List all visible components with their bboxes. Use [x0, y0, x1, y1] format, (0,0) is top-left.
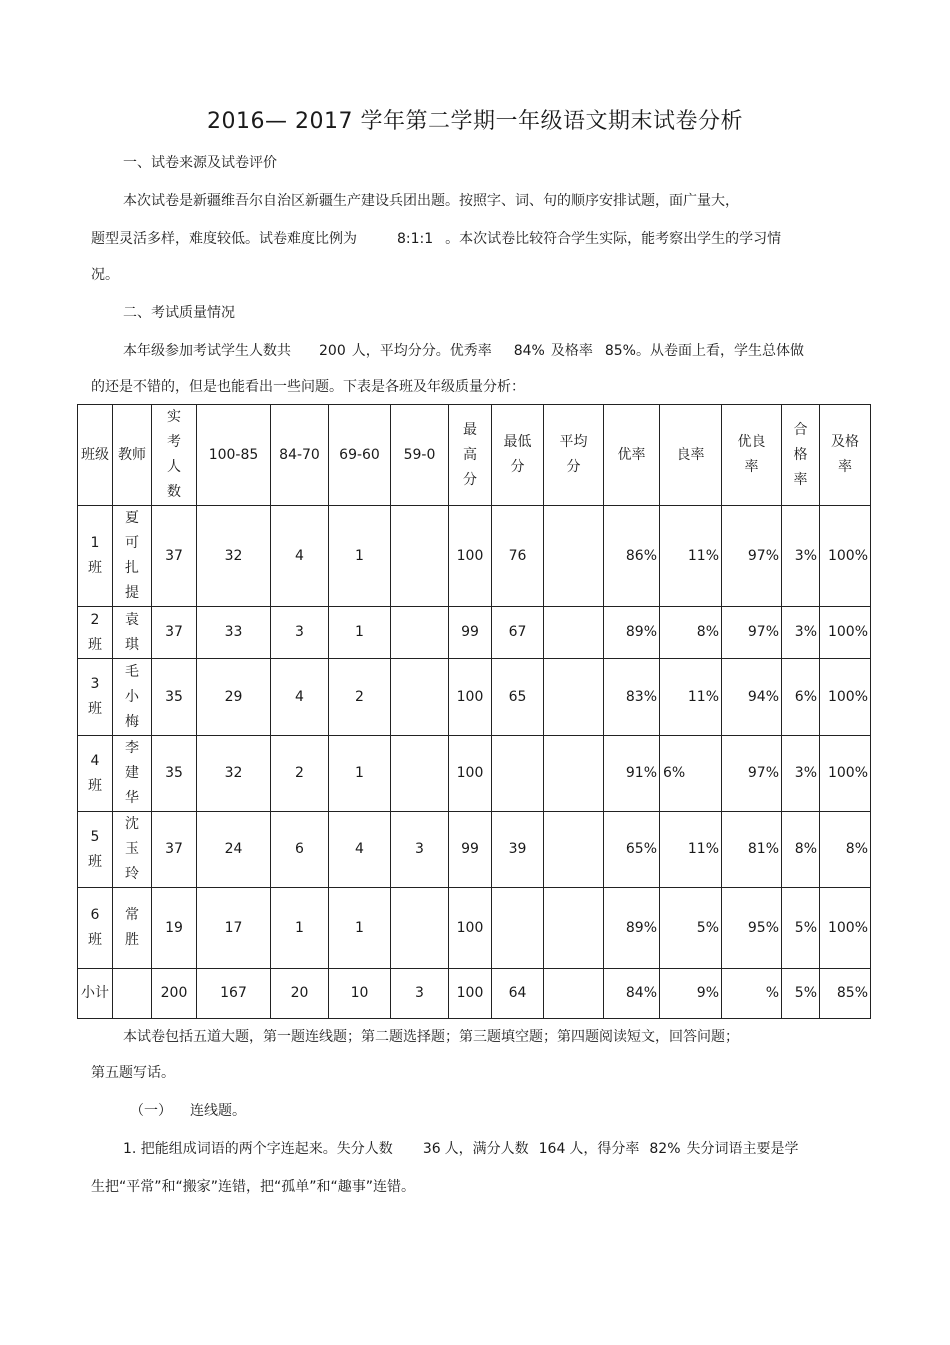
- table-cell: 94%: [722, 659, 782, 736]
- class-name: 5班: [87, 828, 102, 870]
- class-name: 3班: [87, 676, 102, 717]
- table-cell: 84%: [604, 969, 660, 1019]
- table-cell: 64: [492, 969, 544, 1019]
- table-cell: 6%: [660, 736, 722, 812]
- class-name: 6班: [87, 907, 102, 948]
- table-cell: 8%: [820, 812, 871, 888]
- table-cell: [544, 969, 604, 1019]
- table-cell: 4: [271, 659, 329, 736]
- table-cell: 39: [492, 812, 544, 888]
- table-cell: 3%: [782, 607, 820, 659]
- table-cell: [391, 736, 449, 812]
- section1-paragraph-line1: 本次试卷是新疆维吾尔自治区新疆生产建设兵团出题。按照字、词、句的顺序安排试题，面广量大，: [123, 193, 739, 209]
- header-cell: [820, 405, 871, 506]
- header-label: 平均分: [559, 434, 588, 475]
- table-cell: [391, 506, 449, 607]
- table-cell: 37: [152, 607, 197, 659]
- table-cell: 100%: [820, 888, 871, 969]
- table-cell: [544, 736, 604, 812]
- header-cell: [197, 405, 271, 506]
- paragraph-text: 人，平均分分。优秀率: [351, 343, 492, 359]
- header-cell: [113, 405, 152, 506]
- table-header-row: [78, 405, 871, 506]
- table-cell: [492, 736, 544, 812]
- table-cell: 8%: [660, 607, 722, 659]
- table-row: [78, 607, 871, 659]
- table-cell: 32: [197, 506, 271, 607]
- paragraph-text: 人，满分人数: [444, 1141, 529, 1157]
- header-cell: [271, 405, 329, 506]
- table-cell: [113, 969, 152, 1019]
- header-label: 优良率: [737, 434, 766, 475]
- table-cell: 83%: [604, 659, 660, 736]
- table-cell: 200: [152, 969, 197, 1019]
- question1-line2: 生把“平常”和“搬家”连错，把“孤单”和“趣事”连错。: [91, 1179, 416, 1195]
- header-label: 及格率: [830, 434, 859, 475]
- header-label: 最高分: [462, 421, 477, 488]
- teacher-name: 夏可扎提: [124, 510, 139, 601]
- table-cell: 67: [492, 607, 544, 659]
- table-row: [78, 659, 871, 736]
- table-cell: [544, 659, 604, 736]
- table-cell: 89%: [604, 888, 660, 969]
- table-cell: 4: [271, 506, 329, 607]
- table-cell: 5%: [782, 888, 820, 969]
- paragraph-text: 失分词语主要是学: [686, 1141, 799, 1157]
- table-cell: [492, 888, 544, 969]
- table-cell: 3: [391, 969, 449, 1019]
- table-cell: 97%: [722, 736, 782, 812]
- table-cell: [391, 888, 449, 969]
- page-title: 2016— 2017 学年第二学期一年级语文期末试卷分析: [207, 109, 743, 134]
- table-cell: 1: [329, 506, 391, 607]
- table-cell: 1: [329, 736, 391, 812]
- table-cell: 6%: [782, 659, 820, 736]
- header-cell: [329, 405, 391, 506]
- table-cell: 100: [449, 736, 492, 812]
- table-cell: 91%: [604, 736, 660, 812]
- summary-paragraph-line1: 本试卷包括五道大题，第一题连线题；第二题选择题；第三题填空题；第四题阅读短文，回答问题；: [123, 1029, 739, 1045]
- table-row-subtotal: [78, 969, 871, 1019]
- table-cell: 3: [271, 607, 329, 659]
- teacher-name: 沈玉玲: [124, 816, 139, 882]
- class-name: 2班: [87, 611, 102, 653]
- paragraph-text: 题型灵活多样，难度较低。试卷难度比例为: [91, 231, 357, 247]
- table-cell: 5%: [660, 888, 722, 969]
- header-cell: [660, 405, 722, 506]
- teacher-name: 李建华: [124, 740, 139, 806]
- table-cell: 29: [197, 659, 271, 736]
- header-label: 69-60: [339, 446, 380, 463]
- table-cell: [544, 506, 604, 607]
- header-label: 最低分: [503, 434, 532, 475]
- section1-paragraph-line3: 况。: [91, 267, 119, 283]
- header-label: 教师: [117, 446, 146, 463]
- table-cell: 4: [329, 812, 391, 888]
- table-cell: 6: [271, 812, 329, 888]
- table-cell: [544, 812, 604, 888]
- table-cell: 3%: [782, 736, 820, 812]
- table-cell: 19: [152, 888, 197, 969]
- table-cell: 1: [329, 607, 391, 659]
- pass-rate: 85%: [604, 343, 636, 359]
- subsection-heading: [130, 1100, 246, 1120]
- table-cell: 17: [197, 888, 271, 969]
- score-rate: 82%: [649, 1141, 681, 1157]
- subsection-number: （一）: [130, 1103, 172, 1119]
- table-cell: 1: [329, 888, 391, 969]
- table-cell: 11%: [660, 506, 722, 607]
- table-cell: 65%: [604, 812, 660, 888]
- table-cell: [544, 607, 604, 659]
- table-cell: 11%: [660, 812, 722, 888]
- class-name: 1班: [87, 535, 102, 576]
- table-row: [78, 888, 871, 969]
- table-cell: [391, 607, 449, 659]
- header-label: 优率: [617, 446, 646, 463]
- table-cell: 100: [449, 888, 492, 969]
- table-cell: 167: [197, 969, 271, 1019]
- table-cell: [391, 659, 449, 736]
- table-cell: 100: [449, 969, 492, 1019]
- excellent-rate: 84%: [513, 343, 545, 359]
- table-cell: 3%: [782, 506, 820, 607]
- summary-paragraph-line2: 第五题写话。: [91, 1065, 175, 1081]
- header-label: 84-70: [279, 446, 320, 463]
- table-cell: 10: [329, 969, 391, 1019]
- table-cell: 76: [492, 506, 544, 607]
- grade-analysis-table: [77, 404, 871, 1019]
- table-cell: 99: [449, 607, 492, 659]
- header-cell: [152, 405, 197, 506]
- header-cell: [449, 405, 492, 506]
- lost-count: 36: [422, 1141, 441, 1157]
- table-cell: 5%: [782, 969, 820, 1019]
- table-cell: 37: [152, 506, 197, 607]
- paragraph-text: 。本次试卷比较符合学生实际，能考察出学生的学习情: [445, 231, 782, 247]
- table-cell: 9%: [660, 969, 722, 1019]
- table-cell: 81%: [722, 812, 782, 888]
- table-cell: 89%: [604, 607, 660, 659]
- section2-heading: 二、考试质量情况: [123, 305, 235, 321]
- class-name: 小计: [80, 985, 109, 1001]
- section2-paragraph-line1: [123, 340, 804, 360]
- table-cell: 3: [391, 812, 449, 888]
- student-count: 200: [319, 343, 346, 359]
- full-score-count: 164: [538, 1141, 566, 1157]
- section1-heading: 一、试卷来源及试卷评价: [123, 155, 277, 171]
- header-cell: [492, 405, 544, 506]
- difficulty-ratio: 8:1:1: [397, 231, 434, 247]
- table-cell: 100%: [820, 736, 871, 812]
- table-cell: 35: [152, 736, 197, 812]
- table-cell: 85%: [820, 969, 871, 1019]
- table-cell: 37: [152, 812, 197, 888]
- table-cell: 100%: [820, 607, 871, 659]
- header-label: 100-85: [208, 446, 259, 463]
- paragraph-text: 及格率: [550, 343, 593, 359]
- table-cell: 100: [449, 659, 492, 736]
- table-cell: 32: [197, 736, 271, 812]
- header-cell: [391, 405, 449, 506]
- teacher-name: 常胜: [124, 907, 139, 948]
- table-cell: 100%: [820, 506, 871, 607]
- table-cell: 20: [271, 969, 329, 1019]
- header-label: 良率: [676, 446, 705, 463]
- paragraph-text: 。从卷面上看，学生总体做: [635, 343, 804, 359]
- section1-paragraph-line2: [91, 228, 781, 248]
- table-row: [78, 506, 871, 607]
- paragraph-text: 本年级参加考试学生人数共: [123, 343, 291, 359]
- header-label: 班级: [80, 446, 109, 463]
- table-cell: 2: [329, 659, 391, 736]
- header-cell: [78, 405, 113, 506]
- header-cell: [722, 405, 782, 506]
- question1-line1: [123, 1138, 799, 1158]
- section2-paragraph-line2: 的还是不错的，但是也能看出一些问题。下表是各班及年级质量分析：: [91, 379, 525, 395]
- teacher-name: 毛小梅: [124, 663, 139, 730]
- table-cell: %: [722, 969, 782, 1019]
- table-cell: 65: [492, 659, 544, 736]
- table-cell: 97%: [722, 506, 782, 607]
- header-cell: [782, 405, 820, 506]
- header-label: 59-0: [403, 446, 436, 463]
- table-cell: 97%: [722, 607, 782, 659]
- table-cell: 24: [197, 812, 271, 888]
- teacher-name: 袁琪: [124, 611, 139, 653]
- table-cell: 86%: [604, 506, 660, 607]
- table-cell: 1: [271, 888, 329, 969]
- header-label: 合格率: [793, 421, 808, 488]
- paragraph-text: 人，得分率: [569, 1141, 640, 1157]
- header-label: 实考人数: [166, 409, 181, 500]
- table-cell: 100%: [820, 659, 871, 736]
- table-cell: 35: [152, 659, 197, 736]
- subsection-title: 连线题。: [190, 1103, 246, 1119]
- table-cell: 8%: [782, 812, 820, 888]
- table-cell: [544, 888, 604, 969]
- table-cell: 11%: [660, 659, 722, 736]
- header-cell: [604, 405, 660, 506]
- table-cell: 100: [449, 506, 492, 607]
- header-cell: [544, 405, 604, 506]
- table-row: [78, 812, 871, 888]
- table-cell: 99: [449, 812, 492, 888]
- table-row: [78, 736, 871, 812]
- class-name: 4班: [87, 752, 102, 794]
- table-cell: 2: [271, 736, 329, 812]
- table-cell: 33: [197, 607, 271, 659]
- table-cell: 95%: [722, 888, 782, 969]
- paragraph-text: 1. 把能组成词语的两个字连起来。失分人数: [123, 1141, 393, 1157]
